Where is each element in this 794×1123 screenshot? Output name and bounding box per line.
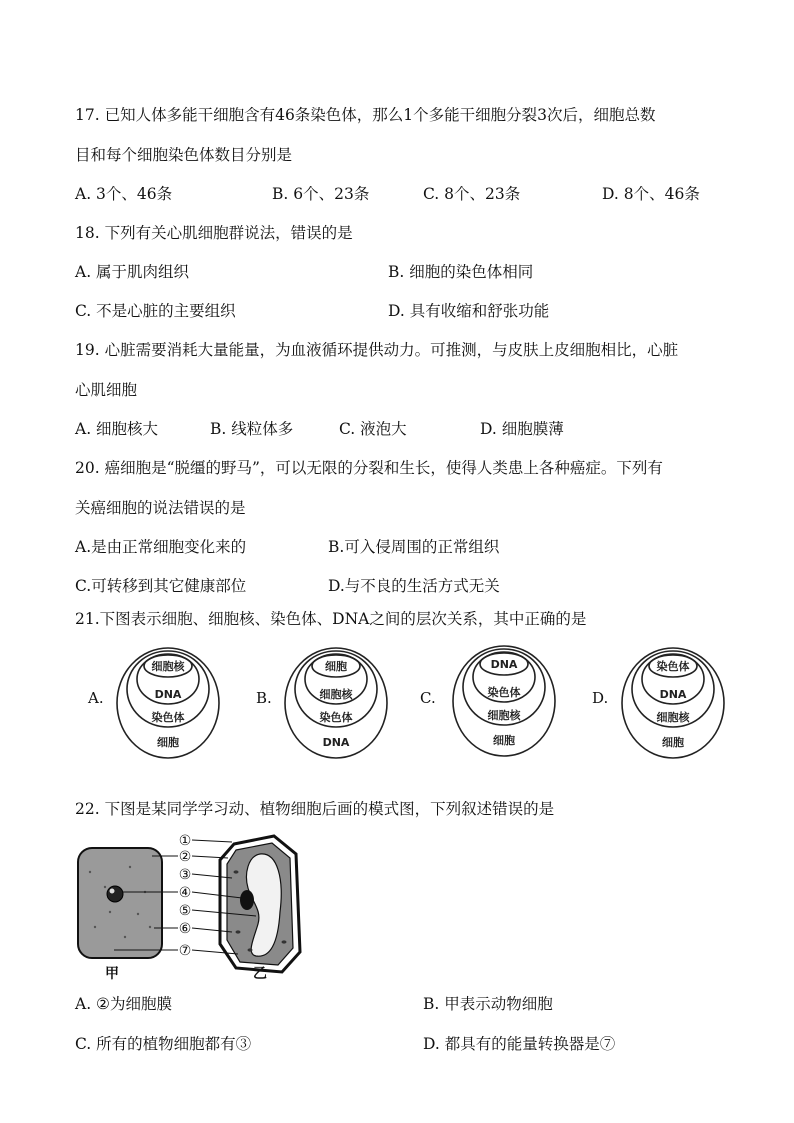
q20-option-d: D.与不良的生活方式无关: [328, 577, 500, 595]
q19-stem-line1: 19. 心脏需要消耗大量能量，为血液循环提供动力。可推测，与皮肤上皮细胞相比，心脏: [75, 341, 679, 359]
marker-7: ⑦: [178, 943, 192, 959]
q21-c-label-3: 细胞核: [487, 709, 521, 722]
q22-option-a: A. ②为细胞膜: [75, 995, 172, 1013]
q22-option-c: C. 所有的植物细胞都有③: [75, 1035, 252, 1053]
q17-option-b: B. 6个、23条: [272, 185, 370, 203]
q22-stem: 22. 下图是某同学学习动、植物细胞后画的模式图，下列叙述错误的是: [75, 800, 555, 818]
q21-letter-a: A.: [88, 689, 104, 707]
q22-option-d: D. 都具有的能量转换器是⑦: [423, 1035, 616, 1053]
q17-stem-line1: 17. 已知人体多能干细胞含有46条染色体，那么1个多能干细胞分裂3次后，细胞总数: [75, 106, 656, 124]
q21-b-label-3: 染色体: [319, 711, 353, 724]
q21-c-label-1: DNA: [490, 658, 518, 671]
q21-a-label-2: DNA: [154, 688, 182, 701]
q18-stem: 18. 下列有关心肌细胞群说法，错误的是: [75, 224, 353, 242]
q21-b-label-4: DNA: [322, 736, 350, 749]
q17-option-d: D. 8个、46条: [602, 185, 700, 203]
q19-option-c: C. 液泡大: [339, 420, 407, 438]
animal-nucleus: [107, 886, 123, 902]
q19-option-b: B. 线粒体多: [210, 420, 294, 438]
q18-option-c: C. 不是心脏的主要组织: [75, 302, 236, 320]
animal-cell: [78, 848, 162, 958]
q21-d-label-4: 细胞: [662, 736, 684, 749]
q17-option-c: C. 8个、23条: [423, 185, 521, 203]
q21-diagram-a[interactable]: [115, 645, 221, 761]
q20-stem-line1: 20. 癌细胞是“脱缰的野马”，可以无限的分裂和生长，使得人类患上各种癌症。下列有: [75, 459, 663, 477]
q21-b-label-1: 细胞: [325, 660, 347, 673]
q20-stem-line2: 关癌细胞的说法错误的是: [75, 499, 246, 517]
q21-letter-d: D.: [592, 689, 609, 707]
q21-letter-b: B.: [256, 689, 272, 707]
q21-letter-c: C.: [420, 689, 436, 707]
q20-option-a: A.是由正常细胞变化来的: [75, 538, 247, 556]
marker-2: ②: [178, 849, 192, 865]
q18-option-d: D. 具有收缩和舒张功能: [388, 302, 550, 320]
q20-option-c: C.可转移到其它健康部位: [75, 577, 247, 595]
q21-diagram-c[interactable]: [451, 643, 557, 759]
q21-a-label-1: 细胞核: [151, 660, 185, 673]
q21-stem: 21.下图表示细胞、细胞核、染色体、DNA之间的层次关系，其中正确的是: [75, 610, 587, 628]
marker-6: ⑥: [178, 921, 192, 937]
marker-3: ③: [178, 867, 192, 883]
q21-d-label-1: 染色体: [656, 660, 690, 673]
q21-d-label-3: 细胞核: [656, 711, 690, 724]
q17-stem-line2: 目和每个细胞染色体数目分别是: [75, 146, 293, 164]
marker-5: ⑤: [178, 903, 192, 919]
plant-nucleus: [240, 890, 254, 910]
q22-cell-diagram: [70, 832, 310, 982]
q19-stem-line2: 心肌细胞: [75, 381, 138, 399]
q19-option-d: D. 细胞膜薄: [480, 420, 564, 438]
q18-option-b: B. 细胞的染色体相同: [388, 263, 534, 281]
label-jia: 甲: [105, 966, 119, 982]
marker-4: ④: [178, 885, 192, 901]
label-yi: 乙: [253, 966, 267, 982]
q21-diagram-d[interactable]: [620, 645, 726, 761]
marker-1: ①: [178, 833, 192, 849]
q17-option-a: A. 3个、46条: [75, 185, 173, 203]
q20-option-b: B.可入侵周围的正常组织: [328, 538, 500, 556]
q21-d-label-2: DNA: [659, 688, 687, 701]
q21-c-label-4: 细胞: [493, 734, 515, 747]
q19-option-a: A. 细胞核大: [75, 420, 159, 438]
q21-c-label-2: 染色体: [487, 686, 521, 699]
q22-option-b: B. 甲表示动物细胞: [423, 995, 553, 1013]
q21-diagram-b[interactable]: [283, 645, 389, 761]
q21-a-label-4: 细胞: [157, 736, 179, 749]
q18-option-a: A. 属于肌肉组织: [75, 263, 190, 281]
q21-a-label-3: 染色体: [151, 711, 185, 724]
q21-b-label-2: 细胞核: [319, 688, 353, 701]
